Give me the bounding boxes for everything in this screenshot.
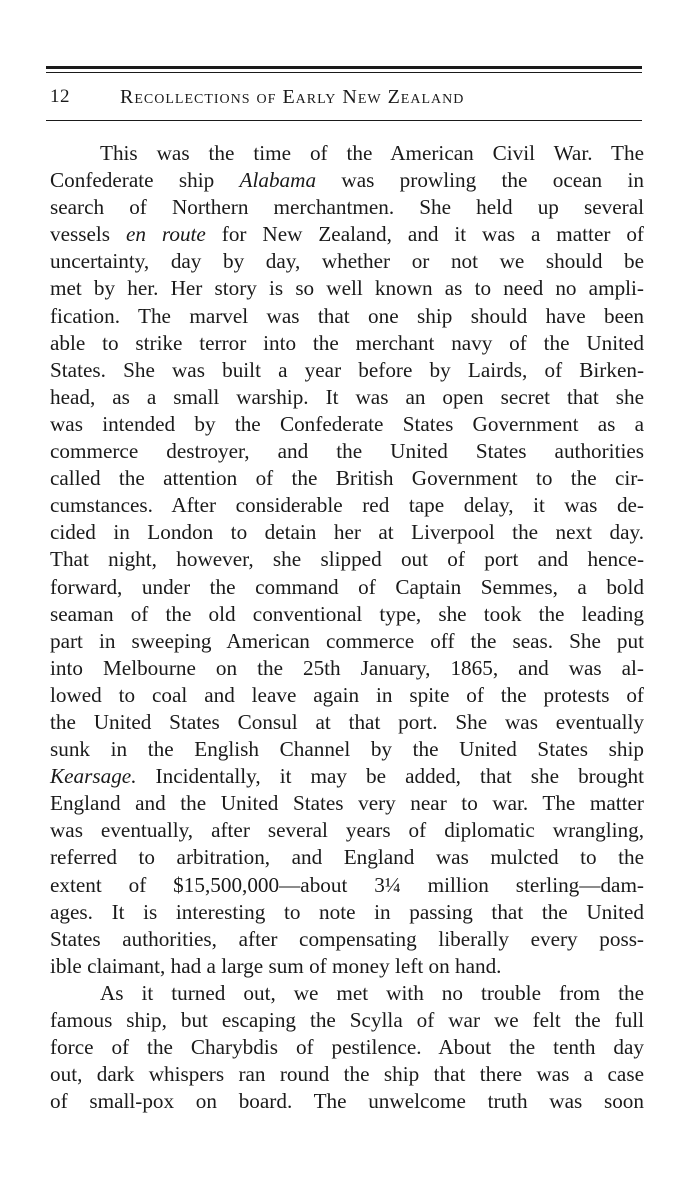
text-line: As it turned out, we met with no trouble from the [100, 980, 644, 1005]
text-line: cided in London to detain her at Liverpool the next day. [50, 520, 644, 545]
top-rule-thick [46, 66, 642, 69]
text-line: vessels en route for New Zealand, and it was a matter of [50, 222, 644, 247]
text-line: That night, however, she slipped out of port and hence- [50, 547, 644, 572]
text-line: States. She was built a year before by Lairds, of Birken- [50, 357, 644, 382]
page-number: 12 [50, 86, 70, 107]
text-line: forward, under the command of Captain Semmes, a bold [50, 574, 644, 599]
text-line: Kearsage. Incidentally, it may be added, that she brought [50, 764, 644, 789]
text-line: Confederate ship Alabama was prowling the ocean in [50, 168, 644, 193]
text-line: uncertainty, day by day, whether or not we should be [50, 249, 644, 274]
text-line: cumstances. After considerable red tape delay, it was de- [50, 493, 644, 518]
text-line: famous ship, but escaping the Scylla of war we felt the full [50, 1008, 644, 1032]
text-line: called the attention of the British Government to the cir- [50, 466, 644, 491]
top-rule-thin [46, 72, 642, 73]
text-line: ages. It is interesting to note in passing that the United [50, 899, 644, 924]
text-line: of small-pox on board. The unwelcome truth was soon [50, 1089, 644, 1114]
text-line: was intended by the Confederate States Government as a [50, 411, 644, 436]
text-line: part in sweeping American commerce off the seas. She put [50, 628, 644, 653]
text-line: ible claimant, had a large sum of money left on hand. [50, 953, 502, 978]
italic-text: Kearsage. [50, 764, 137, 789]
text-line: England and the United States very near to war. The matter [50, 791, 644, 816]
body-text [50, 140, 644, 1115]
text-line: seaman of the old conventional type, she took the leading [50, 601, 644, 626]
text-line: sunk in the English Channel by the United States ship [50, 737, 644, 762]
text-line: This was the time of the American Civil War. The [100, 141, 644, 165]
text-line: met by her. Her story is so well known as to need no ampli- [50, 276, 644, 301]
text-line: lowed to coal and leave again in spite of the protests of [50, 682, 644, 707]
text-line: referred to arbitration, and England was mulcted to the [50, 845, 644, 870]
text-line: head, as a small warship. It was an open secret that she [50, 384, 644, 409]
text-line: force of the Charybdis of pestilence. About the tenth day [50, 1035, 644, 1060]
text-line: was eventually, after several years of diplomatic wrangling, [50, 818, 644, 843]
text-line: extent of $15,500,000—about 3¼ million sterling—dam- [50, 872, 644, 897]
italic-text: Alabama [239, 168, 317, 193]
text-line: the United States Consul at that port. She was eventually [50, 709, 644, 734]
text-line: able to strike terror into the merchant navy of the United [50, 330, 644, 355]
italic-text: en route [125, 222, 206, 247]
page-header [50, 86, 642, 116]
text-line: States authorities, after compensating liberally every poss- [50, 926, 644, 951]
text-line: into Melbourne on the 25th January, 1865, and was al- [50, 655, 644, 680]
running-head: Recollections of Early New Zealand [120, 86, 465, 108]
text-line: commerce destroyer, and the United States authorities [50, 439, 644, 464]
header-rule [46, 120, 642, 121]
text-line: out, dark whispers ran round the ship that there was a case [50, 1062, 644, 1087]
text-line: search of Northern merchantmen. She held up several [50, 195, 644, 220]
text-line: fication. The marvel was that one ship should have been [50, 303, 644, 328]
